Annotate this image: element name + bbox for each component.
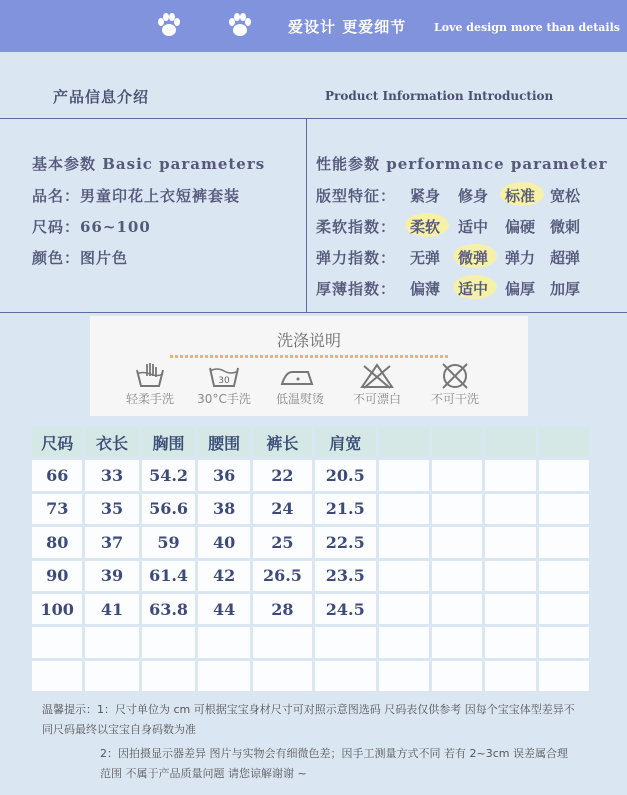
table-cell — [539, 561, 589, 591]
table-cell — [142, 661, 196, 691]
table-cell — [198, 627, 250, 657]
table-cell — [485, 460, 535, 490]
table-cell — [432, 561, 482, 591]
wash-temp: 30 — [218, 376, 230, 386]
table-header-row — [32, 427, 589, 457]
table-cell: 40 — [198, 527, 250, 557]
table-cell — [379, 594, 429, 624]
table-cell: 26.5 — [253, 561, 312, 591]
wash-instructions — [90, 316, 528, 416]
performance-option: 偏厚 — [505, 280, 536, 298]
table-cell — [142, 627, 196, 657]
table-row — [32, 661, 589, 691]
table-cell — [85, 627, 138, 657]
table-cell: 24.5 — [315, 594, 376, 624]
table-cell: 59 — [142, 527, 196, 557]
table-cell — [539, 527, 589, 557]
performance-option-selected: 标准 — [505, 187, 536, 205]
table-cell — [432, 661, 482, 691]
wash-label: 低温熨烫 — [275, 392, 324, 406]
table-cell: 22 — [253, 460, 312, 490]
table-cell — [198, 661, 250, 691]
performance-option: 超弹 — [550, 249, 581, 267]
table-cell — [379, 627, 429, 657]
table-cell: 21.5 — [315, 494, 376, 524]
table-cell — [539, 494, 589, 524]
table-cell — [485, 494, 535, 524]
table-cell: 25 — [253, 527, 312, 557]
note-1: 温馨提示：1：尺寸单位为 cm 可根据宝宝身材尺寸可对照示意图选码 尺码表仅供参考 因每个宝宝体型差异不同尺码最终以宝宝自身码数为准 — [42, 703, 575, 736]
table-header-cell — [432, 427, 482, 457]
table-cell — [32, 661, 82, 691]
performance-option: 宽松 — [550, 187, 581, 205]
table-cell: 54.2 — [142, 460, 196, 490]
basic-row-name: 品名：男童印花上衣短裤套装 — [32, 187, 241, 205]
table-cell — [432, 460, 482, 490]
table-header-cell — [539, 427, 589, 457]
performance-option: 紧身 — [410, 187, 441, 205]
table-cell: 44 — [198, 594, 250, 624]
performance-option: 偏薄 — [410, 280, 441, 298]
table-cell: 36 — [198, 460, 250, 490]
table-cell: 22.5 — [315, 527, 376, 557]
performance-label: 厚薄指数： — [316, 280, 397, 298]
performance-label: 版型特征： — [316, 187, 397, 205]
performance-option: 加厚 — [550, 280, 581, 298]
table-cell: 28 — [253, 594, 312, 624]
table-cell — [315, 627, 376, 657]
table-cell: 73 — [32, 494, 82, 524]
table-cell: 63.8 — [142, 594, 196, 624]
table-cell: 66 — [32, 460, 82, 490]
table-cell: 100 — [32, 594, 82, 624]
table-cell — [485, 627, 535, 657]
banner-title-cn: 爱设计 更爱细节 — [288, 18, 407, 36]
table-header-cell — [379, 427, 429, 457]
table-cell: 24 — [253, 494, 312, 524]
table-row — [32, 627, 589, 657]
size-table — [29, 424, 592, 694]
table-cell — [485, 594, 535, 624]
table-header-cell: 胸围 — [142, 427, 196, 457]
wash-label: 轻柔手洗 — [125, 392, 174, 406]
paw-icon — [155, 12, 183, 40]
table-cell: 35 — [85, 494, 138, 524]
table-cell: 37 — [85, 527, 138, 557]
performance-option-selected: 适中 — [458, 280, 489, 298]
table-cell — [85, 661, 138, 691]
basic-row-size: 尺码：66~100 — [32, 218, 151, 236]
table-cell: 33 — [85, 460, 138, 490]
table-cell — [485, 661, 535, 691]
table-cell — [32, 627, 82, 657]
basic-row-color: 颜色：图片色 — [32, 249, 129, 267]
table-cell — [379, 661, 429, 691]
performance-option: 修身 — [458, 187, 489, 205]
performance-option: 弹力 — [505, 249, 536, 267]
table-header-cell: 腰围 — [198, 427, 250, 457]
table-cell — [432, 627, 482, 657]
wash-title: 洗涤说明 — [276, 331, 341, 350]
wash-label: 30°C手洗 — [197, 392, 251, 406]
table-header-cell: 衣长 — [85, 427, 138, 457]
table-cell: 41 — [85, 594, 138, 624]
table-row — [32, 561, 589, 591]
table-cell: 90 — [32, 561, 82, 591]
table-cell: 23.5 — [315, 561, 376, 591]
table-header-cell — [485, 427, 535, 457]
performance-option: 微刺 — [550, 218, 581, 236]
table-cell — [539, 460, 589, 490]
performance-option-selected: 柔软 — [410, 218, 441, 236]
banner-title-en: Love design more than details — [434, 21, 620, 34]
section-title-en: Product Information Introduction — [325, 89, 554, 103]
table-cell — [539, 594, 589, 624]
table-cell: 61.4 — [142, 561, 196, 591]
performance-option: 无弹 — [410, 249, 441, 267]
performance-heading: 性能参数 performance parameter — [316, 155, 608, 173]
performance-option: 偏硬 — [505, 218, 536, 236]
table-header-cell: 肩宽 — [315, 427, 376, 457]
performance-option-selected: 微弹 — [458, 249, 489, 267]
table-cell — [539, 661, 589, 691]
section-title-cn: 产品信息介绍 — [53, 88, 150, 106]
performance-label: 柔软指数： — [316, 218, 397, 236]
table-row — [32, 460, 589, 490]
table-cell: 38 — [198, 494, 250, 524]
table-cell — [315, 661, 376, 691]
performance-label: 弹力指数： — [316, 249, 397, 267]
top-banner — [0, 0, 627, 52]
table-header-cell: 尺码 — [32, 427, 82, 457]
wash-label: 不可干洗 — [430, 392, 479, 406]
table-cell — [379, 561, 429, 591]
table-cell: 20.5 — [315, 460, 376, 490]
divider — [306, 118, 307, 312]
table-cell — [539, 627, 589, 657]
table-cell — [379, 494, 429, 524]
table-row — [32, 594, 589, 624]
note-2: 2：因拍摄显示器差异 图片与实物会有细微色差；因手工测量方式不同 若有 2~3cm 误差属合理范围 不属于产品质量问题 请您谅解谢谢 ~ — [100, 747, 568, 780]
table-cell — [432, 494, 482, 524]
table-cell — [432, 594, 482, 624]
table-cell: 39 — [85, 561, 138, 591]
table-row — [32, 494, 589, 524]
table-cell — [379, 460, 429, 490]
table-cell — [379, 527, 429, 557]
table-cell — [253, 627, 312, 657]
table-cell: 56.6 — [142, 494, 196, 524]
basic-heading: 基本参数 Basic parameters — [32, 155, 266, 173]
table-row — [32, 527, 589, 557]
performance-option: 适中 — [458, 218, 489, 236]
table-cell: 42 — [198, 561, 250, 591]
section-header — [0, 52, 627, 119]
table-cell — [253, 661, 312, 691]
paw-icon — [226, 12, 254, 40]
table-cell — [485, 561, 535, 591]
table-header-cell: 裤长 — [253, 427, 312, 457]
table-cell — [432, 527, 482, 557]
table-cell: 80 — [32, 527, 82, 557]
wash-title-underline — [170, 355, 448, 358]
table-cell — [485, 527, 535, 557]
wash-label: 不可漂白 — [352, 392, 401, 406]
